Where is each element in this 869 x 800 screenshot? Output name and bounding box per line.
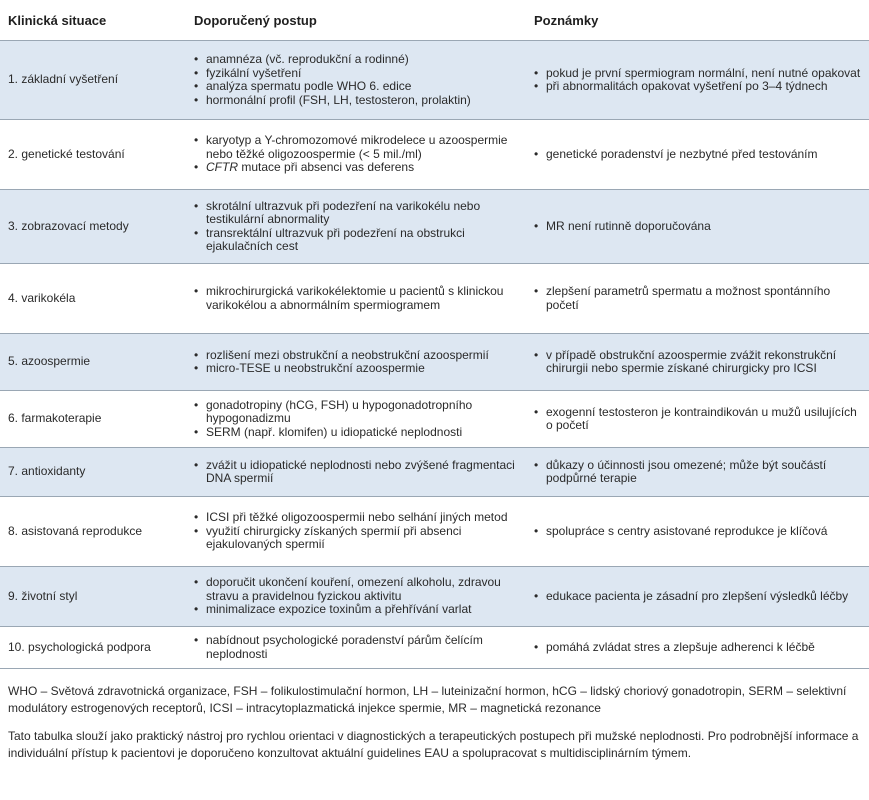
procedure-item: • anamnéza (vč. reprodukční a rodinné) bbox=[194, 53, 522, 67]
procedure-cell bbox=[186, 497, 526, 567]
note-item: • v případě obstrukční azoospermie zvážit rekonstrukční chirurgii nebo spermie získané chirurgicky pro ICSI bbox=[534, 349, 865, 376]
notes-cell bbox=[526, 497, 869, 567]
procedure-item: • transrektální ultrazvuk při podezření na obstrukci ejakulačních cest bbox=[194, 227, 522, 254]
procedure-item: • zvážit u idiopatické neplodnosti nebo zvýšené fragmentaci DNA spermií bbox=[194, 459, 522, 486]
situation-cell: 7. antioxidanty bbox=[0, 448, 186, 497]
notes-cell bbox=[526, 264, 869, 334]
notes-cell bbox=[526, 391, 869, 448]
situation-cell: 8. asistovaná reprodukce bbox=[0, 497, 186, 567]
procedure-item: • mikrochirurgická varikokélektomie u pacientů s klinickou varikokélou a abnormálním spermiogramem bbox=[194, 285, 522, 312]
situation-cell: 1. základní vyšetření bbox=[0, 41, 186, 120]
notes-cell bbox=[526, 567, 869, 627]
situation-cell: 6. farmakoterapie bbox=[0, 391, 186, 448]
note-item: • spolupráce s centry asistované reprodukce je klíčová bbox=[534, 525, 865, 539]
note-item: • MR není rutinně doporučována bbox=[534, 220, 865, 234]
procedure-cell bbox=[186, 334, 526, 391]
note-item: • pokud je první spermiogram normální, není nutné opakovat bbox=[534, 67, 865, 81]
table-row bbox=[0, 41, 869, 120]
procedure-cell bbox=[186, 190, 526, 264]
procedure-item: • karyotyp a Y-chromozomové mikrodelece u azoospermie nebo těžké oligozoospermie (< 5 mil./ml) bbox=[194, 134, 522, 161]
procedure-item: • CFTR mutace při absenci vas deferens bbox=[194, 161, 522, 175]
procedure-cell bbox=[186, 391, 526, 448]
procedure-item: • fyzikální vyšetření bbox=[194, 67, 522, 81]
situation-cell: 4. varikokéla bbox=[0, 264, 186, 334]
procedure-item: • využití chirurgicky získaných spermií při absenci ejakulovaných spermií bbox=[194, 525, 522, 552]
notes-cell bbox=[526, 41, 869, 120]
procedure-item: • skrotální ultrazvuk při podezření na varikokélu nebo testikulární abnormality bbox=[194, 200, 522, 227]
note-item: • zlepšení parametrů spermatu a možnost spontánního početí bbox=[534, 285, 865, 312]
procedure-item: • doporučit ukončení kouření, omezení alkoholu, zdravou stravu a pravidelnou fyzickou aktivitu bbox=[194, 576, 522, 603]
procedure-item: • hormonální profil (FSH, LH, testosteron, prolaktin) bbox=[194, 94, 522, 108]
notes-cell bbox=[526, 120, 869, 190]
table-row bbox=[0, 391, 869, 448]
table-header-row bbox=[0, 0, 869, 41]
procedure-cell bbox=[186, 627, 526, 669]
table-row bbox=[0, 190, 869, 264]
situation-cell: 2. genetické testování bbox=[0, 120, 186, 190]
procedure-item: • micro-TESE u neobstrukční azoospermie bbox=[194, 362, 522, 376]
procedure-cell bbox=[186, 264, 526, 334]
footnotes bbox=[8, 683, 863, 773]
situation-cell: 10. psychologická podpora bbox=[0, 627, 186, 669]
notes-cell bbox=[526, 334, 869, 391]
table-row bbox=[0, 627, 869, 669]
note-item: • edukace pacienta je zásadní pro zlepšení výsledků léčby bbox=[534, 590, 865, 604]
table-row bbox=[0, 497, 869, 567]
procedure-item: • SERM (např. klomifen) u idiopatické neplodnosti bbox=[194, 426, 522, 440]
table-row bbox=[0, 567, 869, 627]
procedure-item: • rozlišení mezi obstrukční a neobstrukční azoospermií bbox=[194, 349, 522, 363]
procedure-cell bbox=[186, 120, 526, 190]
table-row bbox=[0, 334, 869, 391]
situation-cell: 9. životní styl bbox=[0, 567, 186, 627]
notes-cell bbox=[526, 190, 869, 264]
procedure-item: • analýza spermatu podle WHO 6. edice bbox=[194, 80, 522, 94]
footnote-abbreviations: WHO – Světová zdravotnická organizace, FSH – folikulostimulační hormon, LH – luteinizační hormon, hCG – lidský choriový gonadotropin, SERM – selektivní modulátory estrogenových receptorů, ICSI – intracytoplazmatická injekce spermie, MR – magnetická rezonance bbox=[8, 684, 847, 715]
procedure-item: • minimalizace expozice toxinům a přehřívání varlat bbox=[194, 603, 522, 617]
situation-cell: 3. zobrazovací metody bbox=[0, 190, 186, 264]
notes-cell bbox=[526, 448, 869, 497]
table-row bbox=[0, 264, 869, 334]
procedure-item: • ICSI při těžké oligozoospermii nebo selhání jiných metod bbox=[194, 511, 522, 525]
situation-cell: 5. azoospermie bbox=[0, 334, 186, 391]
header-situation: Klinická situace bbox=[0, 0, 186, 41]
header-procedure: Doporučený postup bbox=[186, 0, 526, 41]
header-notes: Poznámky bbox=[526, 0, 869, 41]
note-item: • genetické poradenství je nezbytné před testováním bbox=[534, 148, 865, 162]
procedure-cell bbox=[186, 41, 526, 120]
procedure-item: • gonadotropiny (hCG, FSH) u hypogonadotropního hypogonadizmu bbox=[194, 399, 522, 426]
procedure-cell bbox=[186, 448, 526, 497]
procedure-item: • nabídnout psychologické poradenství párům čelícím neplodnosti bbox=[194, 634, 522, 661]
note-item: • pomáhá zvládat stres a zlepšuje adherenci k léčbě bbox=[534, 641, 865, 655]
footnote-usage: Tato tabulka slouží jako praktický nástroj pro rychlou orientaci v diagnostických a terapeutických postupech při mužské neplodnosti. Pro podrobnější informace a individuální přístup k pacientovi je doporučeno konzultovat aktuální guidelines EAU a spolupracovat s multidisciplinárním týmem. bbox=[8, 729, 859, 760]
table-row bbox=[0, 448, 869, 497]
note-item: • exogenní testosteron je kontraindikován u mužů usilujících o početí bbox=[534, 406, 865, 433]
procedure-cell bbox=[186, 567, 526, 627]
note-item: • při abnormalitách opakovat vyšetření po 3–4 týdnech bbox=[534, 80, 865, 94]
table-row bbox=[0, 120, 869, 190]
notes-cell bbox=[526, 627, 869, 669]
note-item: • důkazy o účinnosti jsou omezené; může být součástí podpůrné terapie bbox=[534, 459, 865, 486]
